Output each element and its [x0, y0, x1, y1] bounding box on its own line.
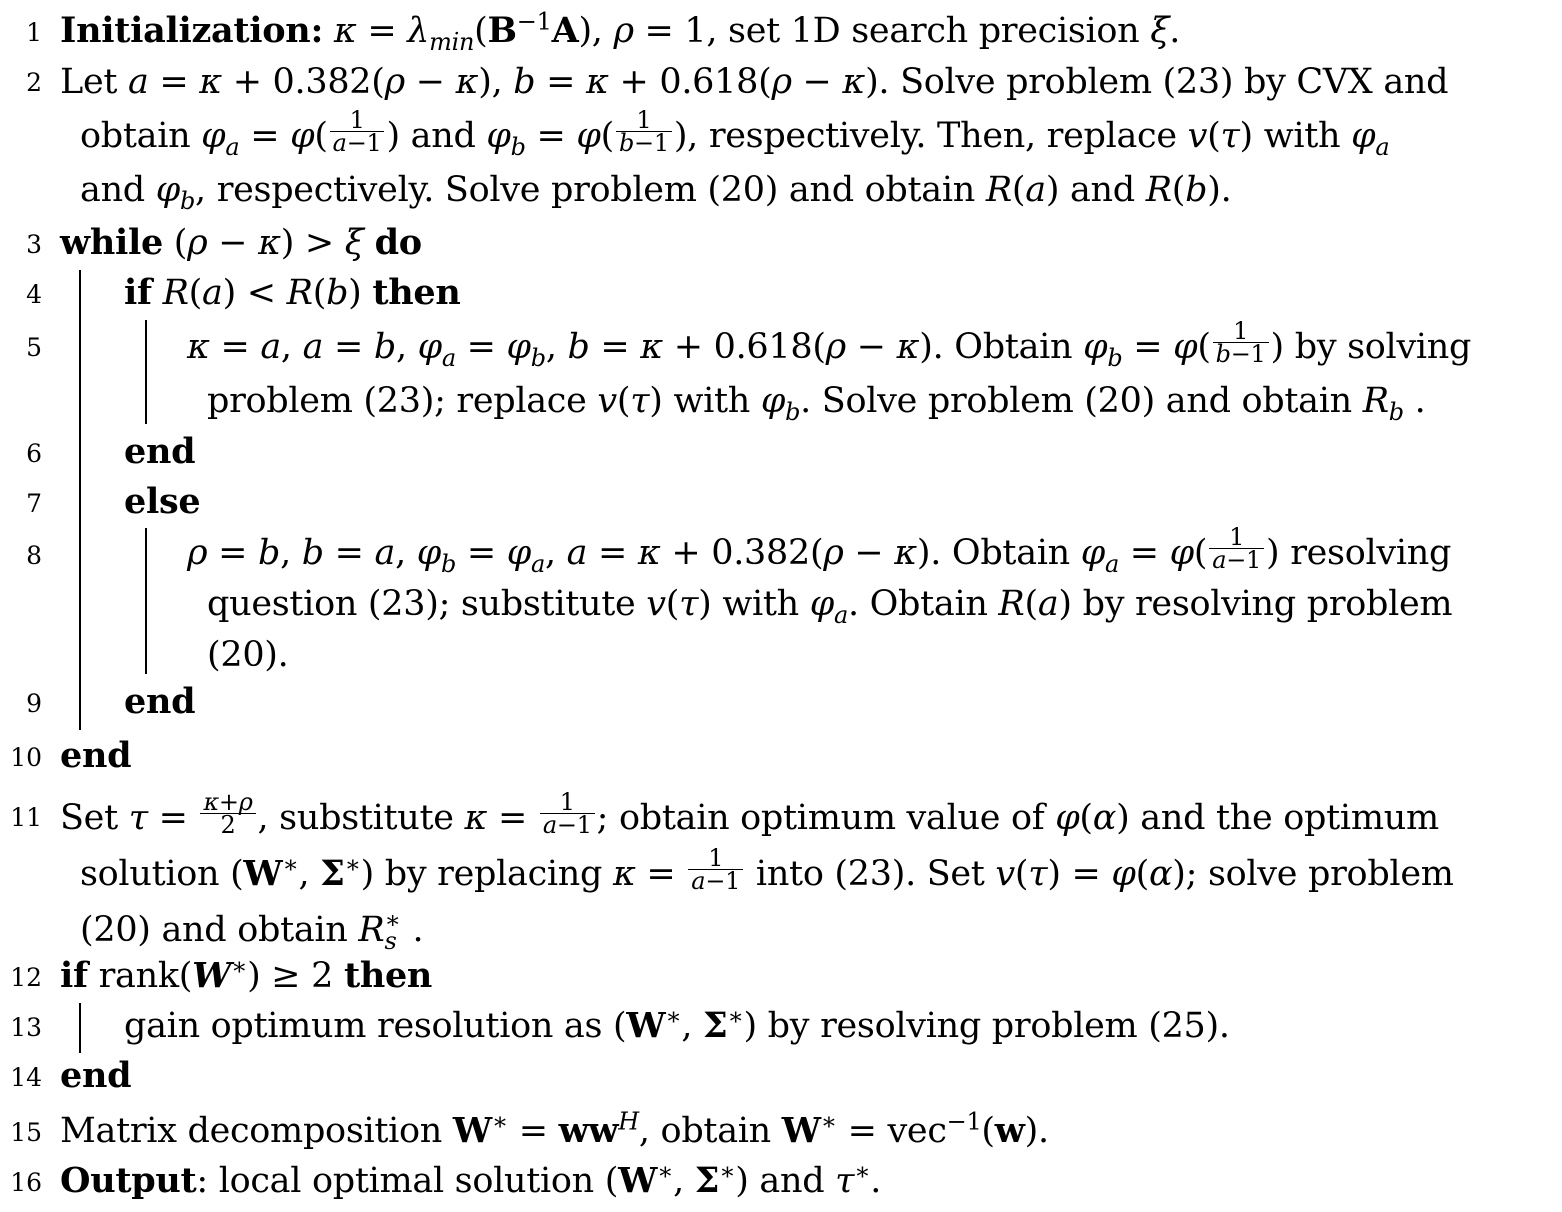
line-text: Matrix decomposition $W^∗ = ww^H$, obtain W∗ = vec$^{-1}$(w). — [60, 1107, 1049, 1151]
line-text: Output: local optimal solution (W∗, Σ∗) and τ∗. — [60, 1157, 882, 1201]
line-text: end — [60, 1055, 132, 1096]
line-text: end — [124, 681, 196, 722]
line-text: gain optimum resolution as (W∗, Σ∗) by resolving problem (25). — [124, 1002, 1230, 1046]
line-number: 16 — [10, 1168, 42, 1197]
line-number: 10 — [10, 743, 42, 772]
line-number: 14 — [10, 1063, 42, 1092]
line-text: Let a = κ + 0.382(ρ − κ), b = κ + 0.618(ρ − κ). Solve problem (23) by CVX and obtain $\varphi_a = \varphi$( $\frac{1}{a-1}$ ) and $\varphi_b = \varphi$( $\frac{1}{b-1}$ ), respectively. Then, replace v(τ) with $\varphi_a$ and $\varphi_b$, respectively. Solve problem (20) and obtain R(a) and R(b). — [60, 62, 1449, 215]
if-rank-block-bar — [79, 1003, 81, 1053]
line-number: 11 — [10, 803, 42, 832]
line-number: 1 — [26, 18, 42, 47]
line-number: 13 — [10, 1013, 42, 1042]
line-text: Set τ = $\frac{\kappa+\rho}{2}$ , substitute κ = $\frac{1}{a-1}$ ; obtain optimum value of φ(α) and the optimum solution (W∗, Σ∗) by replacing κ = $\frac{1}{a-1}$ into (23). Set v(τ) = φ(α); solve problem (20) and obtain $R_s^∗$ . — [60, 788, 1454, 955]
line-number: 5 — [26, 333, 42, 362]
line-text: if R(a) < R(b) then — [124, 272, 461, 313]
line-text: while (ρ − κ) > ξ do — [60, 222, 422, 263]
line-number: 12 — [10, 963, 42, 992]
line-number: 3 — [26, 230, 42, 259]
line-text: κ = a, a = b, $\varphi_a = \varphi_b$, b = κ + 0.618(ρ − κ). Obtain $\varphi_b = \varphi$( $\frac{1}{b-1}$ ) by solving problem (23); replace v(τ) with $\varphi_b$. Solve problem (20) and obtain $R_b$ . — [187, 317, 1472, 426]
line-number: 2 — [26, 68, 42, 97]
line-number: 15 — [10, 1118, 42, 1147]
line-number: 8 — [26, 541, 42, 570]
line-text: else — [124, 481, 201, 522]
line-text: end — [124, 431, 196, 472]
while-block-bar — [79, 270, 81, 730]
if-block-bar — [145, 320, 147, 424]
line-text: Initialization: $\kappa = \lambda_{min}(B^{-1}A)$, ρ = 1, set 1D search precision ξ. — [60, 7, 1181, 56]
line-text: if rank(W∗) ≥ 2 then — [60, 952, 433, 996]
line-number: 6 — [26, 439, 42, 468]
line-text: end — [60, 735, 132, 776]
line-text: ρ = b, b = a, $\varphi_b = \varphi_a$, a = κ + 0.382(ρ − κ). Obtain $\varphi_a = \varphi$( $\frac{1}{a-1}$ ) resolving question (23); substitute v(τ) with $\varphi_a$. Obtain R(a) by resolving problem (20). — [187, 523, 1453, 675]
line-number: 4 — [26, 280, 42, 309]
line-number: 7 — [26, 489, 42, 518]
else-block-bar — [145, 528, 147, 674]
line-number: 9 — [26, 689, 42, 718]
